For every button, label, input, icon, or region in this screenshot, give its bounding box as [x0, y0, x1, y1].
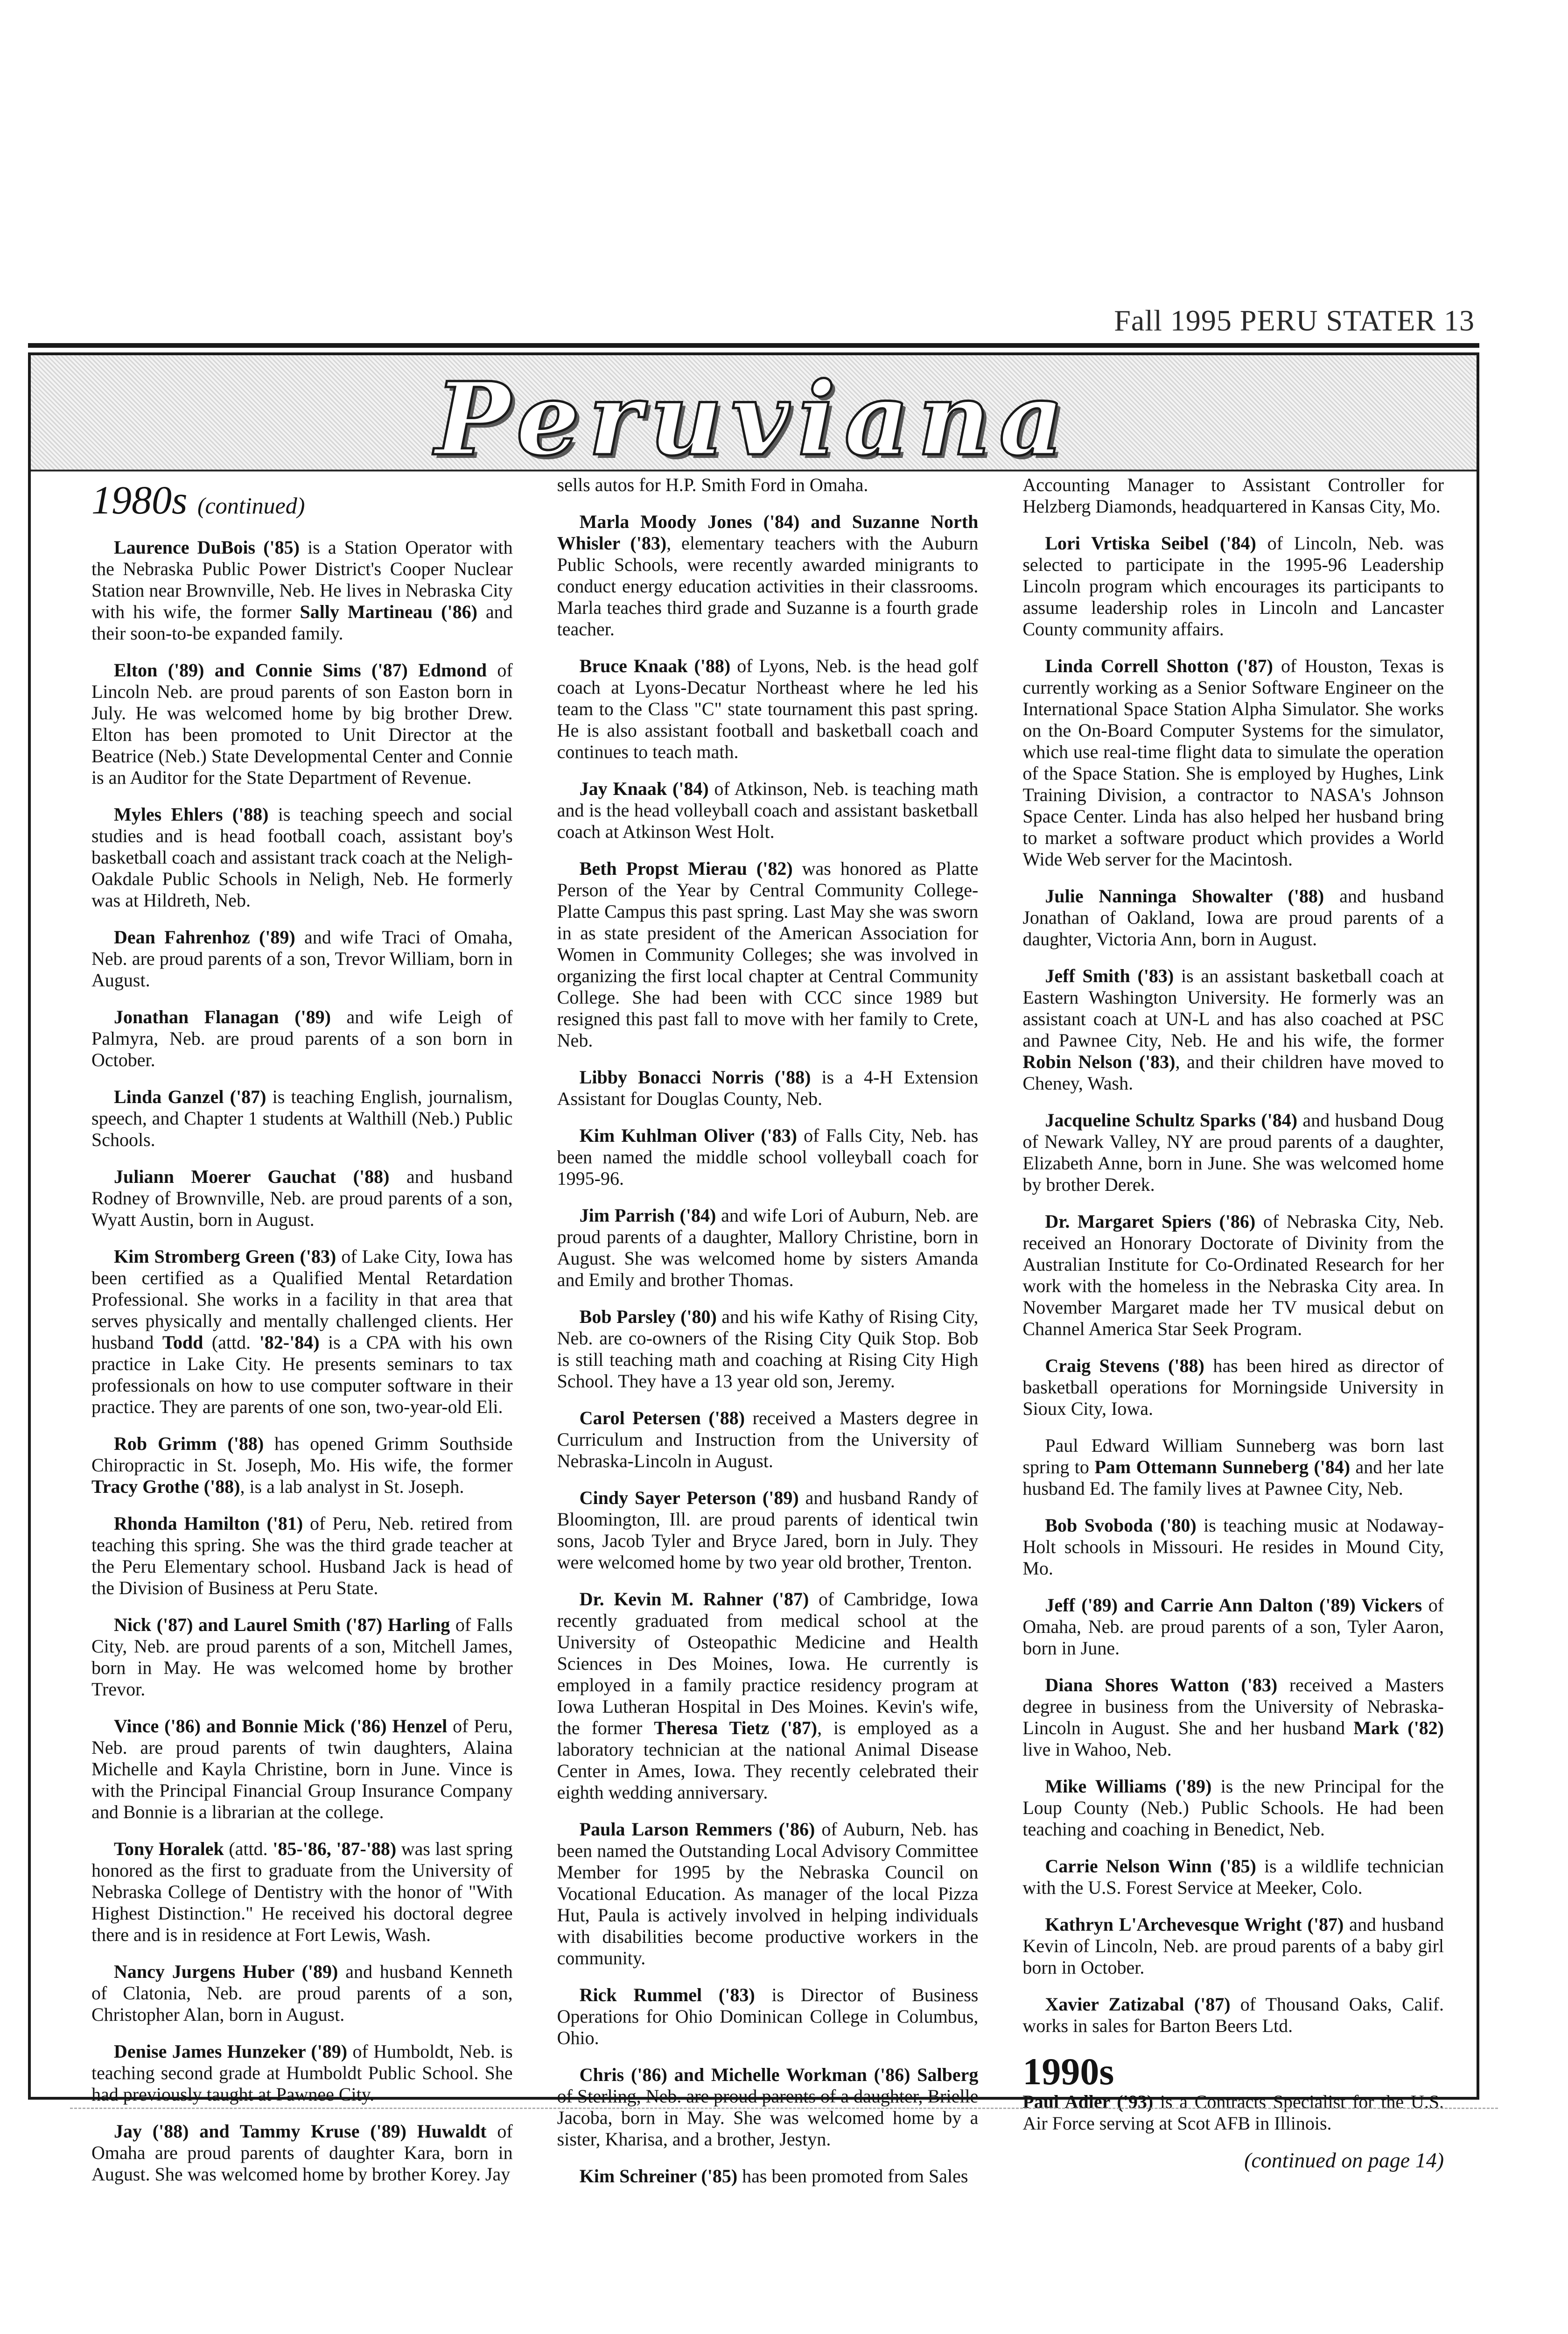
entry-paragraph: Jonathan Flanagan ('89) and wife Leigh of Palmyra, Neb. are proud parents of a son born in October.	[91, 1006, 513, 1070]
footer-dash	[70, 2108, 1498, 2109]
entry-paragraph: Laurence DuBois ('85) is a Station Operator with the Nebraska Public Power District's Cooper Nuclear Station near Brownville, Neb. He lives in Nebraska City with his wife, the former Sally Martineau ('86) and their soon-to-be expanded family.	[91, 537, 513, 644]
entry-paragraph: Dr. Margaret Spiers ('86) of Nebraska City, Neb. received an Honorary Doctorate of Divinity from the Australian Institute for Co-Ordinated Research for her work with the homeless in the Nebraska City area. In November Margaret made her TV musical debut on Channel America Star Seek Program.	[1022, 1211, 1444, 1339]
entry-paragraph: Beth Propst Mierau ('82) was honored as Platte Person of the Year by Central Community College-Platte Campus this past spring. Last May she was sworn in as state president of the American Association for Women in Community Colleges; she was involved in organizing the first local chapter at Central Community College. She had been with CCC since 1989 but resigned this past fall to move with her family to Crete, Neb.	[557, 858, 979, 1051]
entry-paragraph: Libby Bonacci Norris ('88) is a 4-H Extension Assistant for Douglas County, Neb.	[557, 1067, 979, 1109]
entry-paragraph: Accounting Manager to Assistant Controller for Helzberg Diamonds, headquartered in Kansas City, Mo.	[1022, 474, 1444, 517]
entry-paragraph: Bob Svoboda ('80) is teaching music at Nodaway-Holt schools in Missouri. He resides in Mound City, Mo.	[1022, 1515, 1444, 1579]
entry-paragraph: Lori Vrtiska Seibel ('84) of Lincoln, Neb. was selected to participate in the 1995-96 Leadership Lincoln program which encourages its participants to assume leadership roles in Lincoln and Lancaster County community affairs.	[1022, 533, 1444, 640]
column-3-tail	[1022, 2091, 1444, 2134]
entry-paragraph: Jay ('88) and Tammy Kruse ('89) Huwaldt of Omaha are proud parents of daughter Kara, born in August. She was welcomed home by brother Korey. Jay	[91, 2121, 513, 2185]
column-3	[1022, 474, 1444, 2202]
running-head: Fall 1995 PERU STATER 13	[1114, 304, 1475, 337]
column-2	[557, 474, 979, 2202]
continued-note: (continued on page 14)	[1244, 2148, 1444, 2172]
section-heading-1990s: 1990s	[1022, 2050, 1114, 2093]
entry-paragraph: Diana Shores Watton ('83) received a Masters degree in business from the University of Nebraska-Lincoln in August. She and her husband Mark ('82) live in Wahoo, Neb.	[1022, 1674, 1444, 1760]
entry-paragraph: Chris ('86) and Michelle Workman ('86) Salberg of Sterling, Neb. are proud parents of a daughter, Brielle Jacoba, born in May. She was welcomed home by a sister, Kharisa, and a brother, Jestyn.	[557, 2064, 979, 2150]
entry-paragraph: Paul Edward William Sunneberg was born last spring to Pam Ottemann Sunneberg ('84) and her late husband Ed. The family lives at Pawnee City, Neb.	[1022, 1435, 1444, 1499]
banner	[31, 355, 1477, 478]
entry-paragraph: Denise James Hunzeker ('89) of Humboldt, Neb. is teaching second grade at Humboldt Public School. She had previously taught at Pawnee City.	[91, 2041, 513, 2105]
entry-paragraph: Rob Grimm ('88) has opened Grimm Southside Chiropractic in St. Joseph, Mo. His wife, the former Tracy Grothe ('88), is a lab analyst in St. Joseph.	[91, 1433, 513, 1497]
entry-paragraph: Paul Adler ('93) is a Contracts Specialist for the U.S. Air Force serving at Scot AFB in Illinois.	[1022, 2091, 1444, 2134]
banner-title: Peruviana	[435, 360, 1072, 478]
entry-paragraph: Nancy Jurgens Huber ('89) and husband Kenneth of Clatonia, Neb. are proud parents of a son, Christopher Alan, born in August.	[91, 1961, 513, 2025]
entry-paragraph: Carrie Nelson Winn ('85) is a wildlife technician with the U.S. Forest Service at Meeker, Colo.	[1022, 1856, 1444, 1898]
entry-paragraph: Dean Fahrenhoz ('89) and wife Traci of Omaha, Neb. are proud parents of a son, Trevor William, born in August.	[91, 927, 513, 991]
entry-paragraph: Linda Ganzel ('87) is teaching English, journalism, speech, and Chapter 1 students at Walthill (Neb.) Public Schools.	[91, 1086, 513, 1150]
entry-paragraph: Bruce Knaak ('88) of Lyons, Neb. is the head golf coach at Lyons-Decatur Northeast where he led his team to the Class "C" state tournament this past spring. He is also assistant football and basketball coach and continues to teach math.	[557, 655, 979, 762]
entry-paragraph: Jeff Smith ('83) is an assistant basketball coach at Eastern Washington University. He formerly was an assistant coach at UN-L and has also coached at PSC and Pawnee City, Neb. He and his wife, the former Robin Nelson ('83), and their children have moved to Cheney, Wash.	[1022, 965, 1444, 1094]
entry-paragraph: Linda Correll Shotton ('87) of Houston, Texas is currently working as a Senior Software Engineer on the International Space Station Alpha Simulator. She works on the On-Board Computer Systems for the simulator, which use real-time flight data to simulate the operation of the Space Station. She is employed by Hughes, Link Training Division, a contractor to NASA's Johnson Space Center. Linda has also helped her husband bring to market a software product which provides a World Wide Web server for the Macintosh.	[1022, 655, 1444, 870]
entry-paragraph: Carol Petersen ('88) received a Masters degree in Curriculum and Instruction from the University of Nebraska-Lincoln in August.	[557, 1407, 979, 1471]
entry-paragraph: Jacqueline Schultz Sparks ('84) and husband Doug of Newark Valley, NY are proud parents of a daughter, Elizabeth Anne, born in June. She was welcomed home by brother Derek.	[1022, 1110, 1444, 1195]
entry-paragraph: Elton ('89) and Connie Sims ('87) Edmond of Lincoln Neb. are proud parents of son Easton born in July. He was welcomed home by big brother Drew. Elton has been promoted to Unit Director at the Beatrice (Neb.) State Developmental Center and Connie is an Auditor for the State Department of Revenue.	[91, 660, 513, 788]
entry-paragraph: Bob Parsley ('80) and his wife Kathy of Rising City, Neb. are co-owners of the Rising City Quik Stop. Bob is still teaching math and coaching at Rising City High School. They have a 13 year old son, Jeremy.	[557, 1306, 979, 1392]
article-frame	[28, 352, 1479, 2186]
entry-paragraph: Juliann Moerer Gauchat ('88) and husband Rodney of Brownville, Neb. are proud parents of a son, Wyatt Austin, born in August.	[91, 1166, 513, 1230]
entry-paragraph: Cindy Sayer Peterson ('89) and husband Randy of Bloomington, Ill. are proud parents of identical twin sons, Jacob Tyler and Bryce Jared, born in July. They were welcomed home by two year old brother, Trenton.	[557, 1487, 979, 1573]
entry-paragraph: Rick Rummel ('83) is Director of Business Operations for Ohio Dominican College in Columbus, Ohio.	[557, 1984, 979, 2048]
section-heading-1980s: 1980s (continued)	[91, 478, 305, 522]
entry-paragraph: Jeff ('89) and Carrie Ann Dalton ('89) Vickers of Omaha, Neb. are proud parents of a son, Tyler Aaron, born in June.	[1022, 1595, 1444, 1659]
column-1	[91, 474, 513, 2202]
article-columns	[91, 474, 1444, 2202]
entry-paragraph: Julie Nanninga Showalter ('88) and husband Jonathan of Oakland, Iowa are proud parents of a daughter, Victoria Ann, born in August.	[1022, 886, 1444, 949]
entry-paragraph: Kathryn L'Archevesque Wright ('87) and husband Kevin of Lincoln, Neb. are proud parents of a baby girl born in October.	[1022, 1914, 1444, 1978]
header-rule	[28, 343, 1479, 348]
entry-paragraph: Nick ('87) and Laurel Smith ('87) Harling of Falls City, Neb. are proud parents of a son, Mitchell James, born in May. He was welcomed home by brother Trevor.	[91, 1614, 513, 1700]
column-3-body	[1022, 474, 1444, 2037]
entry-paragraph: Jay Knaak ('84) of Atkinson, Neb. is teaching math and is the head volleyball coach and assistant basketball coach at Atkinson West Holt.	[557, 778, 979, 842]
entry-paragraph: sells autos for H.P. Smith Ford in Omaha.	[557, 474, 868, 495]
entry-paragraph: Dr. Kevin M. Rahner ('87) of Cambridge, Iowa recently graduated from medical school at the University of Osteopathic Medicine and Health Sciences in Des Moines, Iowa. He currently is employed in a family practice residency program at Iowa Lutheran Hospital in Des Moines. Kevin's wife, the former Theresa Tietz ('87), is employed as a laboratory technician at the national Animal Disease Center in Ames, Iowa. They recently celebrated their eighth wedding anniversary.	[557, 1589, 979, 1803]
column-2-body	[557, 474, 979, 2187]
entry-paragraph: Marla Moody Jones ('84) and Suzanne North Whisler ('83), elementary teachers with the Auburn Public Schools, were recently awarded minigrants to conduct energy education activities in their classrooms. Marla teaches third grade and Suzanne is a fourth grade teacher.	[557, 511, 979, 640]
entry-paragraph: Kim Schreiner ('85) has been promoted from Sales	[579, 2165, 968, 2186]
entry-paragraph: Mike Williams ('89) is the new Principal for the Loup County (Neb.) Public Schools. He had been teaching and coaching in Benedict, Neb.	[1022, 1776, 1444, 1840]
entry-paragraph: Jim Parrish ('84) and wife Lori of Auburn, Neb. are proud parents of a daughter, Mallory Christine, born in August. She was welcomed home by sisters Amanda and Emily and brother Thomas.	[557, 1205, 979, 1290]
entry-paragraph: Tony Horalek (attd. '85-'86, '87-'88) was last spring honored as the first to graduate from the University of Nebraska College of Dentistry with the honor of "With Highest Distinction." He received his doctoral degree there and is in residence at Fort Lewis, Wash.	[91, 1838, 513, 1945]
entry-paragraph: Rhonda Hamilton ('81) of Peru, Neb. retired from teaching this spring. She was the third grade teacher at the Peru Elementary school. Husband Jack is head of the Division of Business at Peru State.	[91, 1513, 513, 1598]
entry-paragraph: Kim Stromberg Green ('83) of Lake City, Iowa has been certified as a Qualified Mental Retardation Professional. She works in a facility in that area that serves physically and mentally challenged clients. Her husband Todd (attd. '82-'84) is a CPA with his own practice in Lake City. He presents seminars to tax professionals on how to use computer software in their practice. They are parents of one son, two-year-old Eli.	[91, 1246, 513, 1417]
entry-paragraph: Paula Larson Remmers ('86) of Auburn, Neb. has been named the Outstanding Local Advisory Committee Member for 1995 by the Nebraska Council on Vocational Education. As manager of the local Pizza Hut, Paula is actively involved in helping individuals with disabilities become productive workers in the community.	[557, 1819, 979, 1968]
entry-paragraph: Myles Ehlers ('88) is teaching speech and social studies and is head football coach, assistant boy's basketball coach and assistant track coach at the Neligh-Oakdale Public Schools in Neligh, Neb. He formerly was at Hildreth, Neb.	[91, 804, 513, 911]
entry-paragraph: Craig Stevens ('88) has been hired as director of basketball operations for Morningside University in Sioux City, Iowa.	[1022, 1355, 1444, 1419]
entry-paragraph: Xavier Zatizabal ('87) of Thousand Oaks, Calif. works in sales for Barton Beers Ltd.	[1022, 1994, 1444, 2036]
entry-paragraph: Kim Kuhlman Oliver ('83) of Falls City, Neb. has been named the middle school volleyball coach for 1995-96.	[557, 1125, 979, 1189]
column-1-body	[91, 537, 513, 2185]
entry-paragraph: Vince ('86) and Bonnie Mick ('86) Henzel of Peru, Neb. are proud parents of twin daughters, Alaina Michelle and Kayla Christine, born in June. Vince is with the Principal Financial Group Insurance Company and Bonnie is a librarian at the college.	[91, 1715, 513, 1822]
